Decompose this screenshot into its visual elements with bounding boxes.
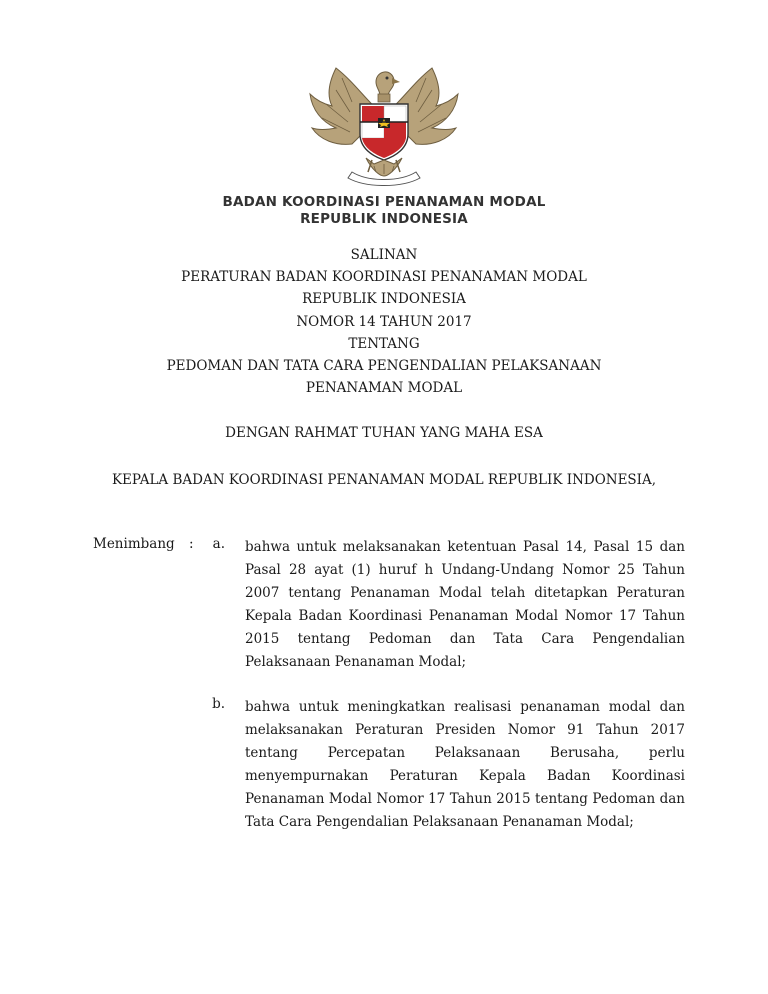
subject-line-1: PEDOMAN DAN TATA CARA PENGENDALIAN PELAKSANAAN: [166, 358, 602, 375]
agency-name-line2: REPUBLIK INDONESIA: [300, 211, 468, 227]
item-marker: b.: [212, 696, 225, 712]
considering-colon: :: [189, 536, 194, 552]
republic-heading: REPUBLIK INDONESIA: [302, 291, 466, 308]
item-text: bahwa untuk meningkatkan realisasi penanaman modal dan melaksanakan Peraturan Presiden Nomor 91 Tahun 2017 tentang Percepatan Pelaksanaan Berusaha, perlu menyempurnakan Peraturan Kepala Badan Koordinasi Penanaman Modal Nomor 17 Tahun 2015 tentang Pedoman dan Tata Cara Pengendalian Pelaksanaan Penanaman Modal;: [245, 699, 685, 830]
copy-mark: SALINAN: [350, 247, 418, 263]
subject-line-2: PENANAMAN MODAL: [305, 380, 463, 397]
garuda-emblem-icon: [296, 60, 472, 190]
regulation-heading: PERATURAN BADAN KOORDINASI PENANAMAN MODAL: [181, 269, 587, 286]
regulation-title: [0, 244, 768, 399]
considering-label: Menimbang: [93, 536, 175, 552]
blessing-line: DENGAN RAHMAT TUHAN YANG MAHA ESA: [225, 425, 543, 441]
item-text: bahwa untuk melaksanakan ketentuan Pasal 14, Pasal 15 dan Pasal 28 ayat (1) huruf h Undang-Undang Nomor 25 Tahun 2007 tentang Penanaman Modal telah ditetapkan Peraturan Kepala Badan Koordinasi Penanaman Modal Nomor 17 Tahun 2015 tentang Pedoman dan Tata Cara Pengendalian Pelaksanaan Penanaman Modal;: [245, 539, 685, 670]
agency-name-line1: BADAN KOORDINASI PENANAMAN MODAL: [222, 194, 546, 210]
about-heading: TENTANG: [348, 335, 420, 352]
item-marker: a.: [212, 536, 225, 552]
head-of-agency-line: KEPALA BADAN KOORDINASI PENANAMAN MODAL REPUBLIK INDONESIA,: [111, 472, 657, 488]
regulation-number: NOMOR 14 TAHUN 2017: [296, 313, 472, 330]
